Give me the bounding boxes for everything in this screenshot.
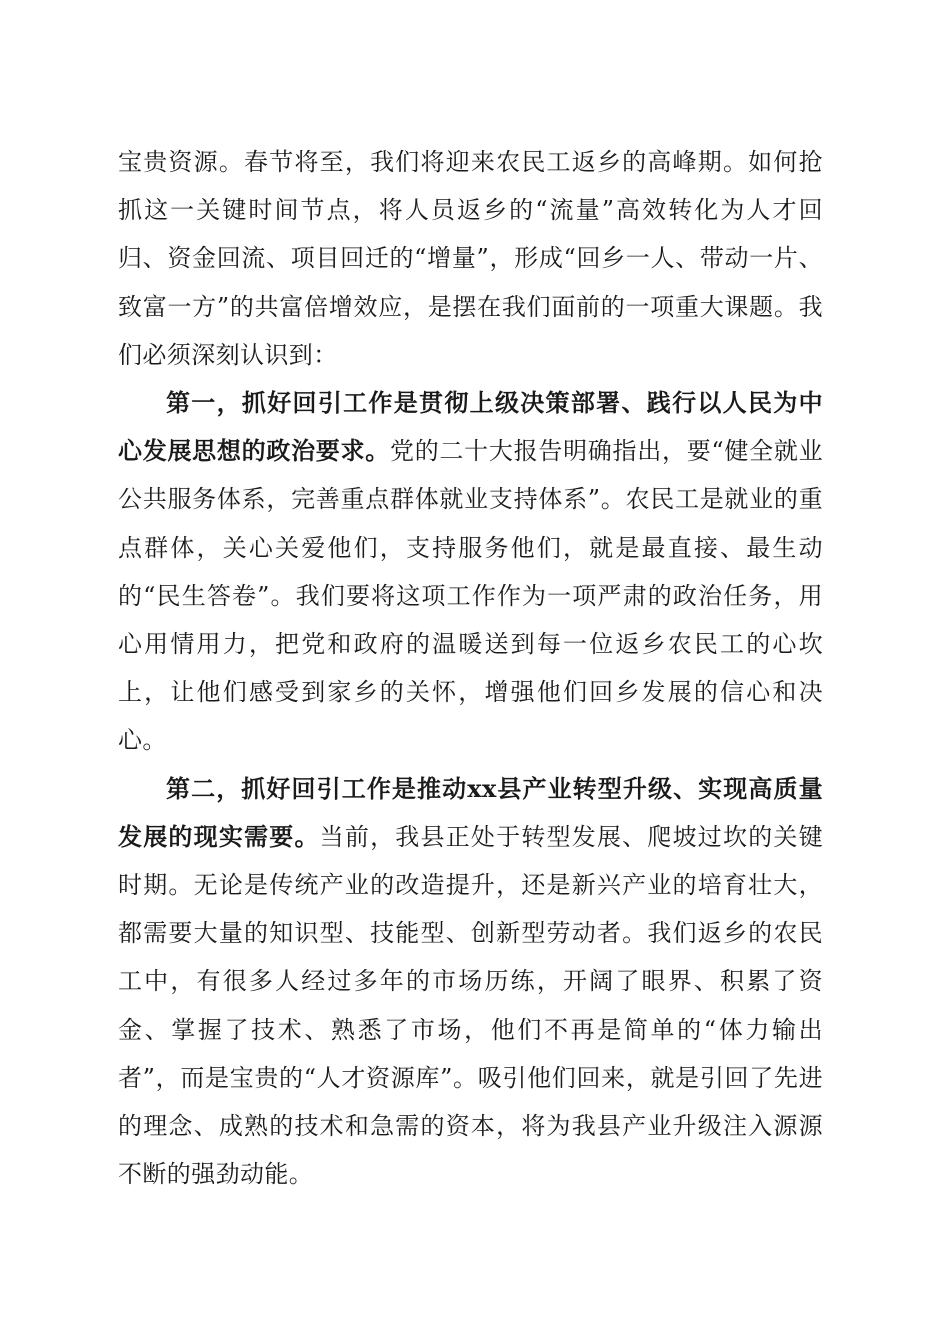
paragraph-second-point [118, 765, 823, 1199]
paragraph-intro [118, 138, 823, 379]
paragraph-intro-text: 宝贵资源。春节将至，我们将迎来农民工返乡的高峰期。如何抢抓这一关键时间节点，将人员返乡的“流量”高效转化为人才回归、资金回流、项目回迁的“增量”，形成“回乡一人、带动一片、致富一方”的共富倍增效应，是摆在我们面前的一项重大课题。我们必须深刻认识到： [118, 148, 823, 369]
document-body [118, 138, 823, 1198]
paragraph-first-point-text: 党的二十大报告明确指出，要“健全就业公共服务体系，完善重点群体就业支持体系”。农民工是就业的重点群体，关心关爱他们，支持服务他们，就是最直接、最生动的“民生答卷”。我们要将这项工作作为一项严肃的政治任务，用心用情用力，把党和政府的温暖送到每一位返乡农民工的心坎上，让他们感受到家乡的关怀，增强他们回乡发展的信心和决心。 [118, 437, 823, 755]
paragraph-first-point-heading: 第一，抓好回引工作是贯彻上级决策部署、践行以人民为中心发展思想的政治要求。 [118, 388, 823, 466]
paragraph-first-point [118, 379, 823, 765]
paragraph-second-point-heading: 第二，抓好回引工作是推动xx县产业转型升级、实现高质量发展的现实需要。 [118, 773, 823, 851]
paragraph-second-point-text: 当前，我县正处于转型发展、爬坡过坎的关键时期。无论是传统产业的改造提升，还是新兴产业的培育壮大，都需要大量的知识型、技能型、创新型劳动者。我们返乡的农民工中，有很多人经过多年的市场历练，开阔了眼界、积累了资金、掌握了技术、熟悉了市场，他们不再是简单的“体力输出者”，而是宝贵的“人才资源库”。吸引他们回来，就是引回了先进的理念、成熟的技术和急需的资本，将为我县产业升级注入源源不断的强劲动能。 [118, 822, 824, 1189]
